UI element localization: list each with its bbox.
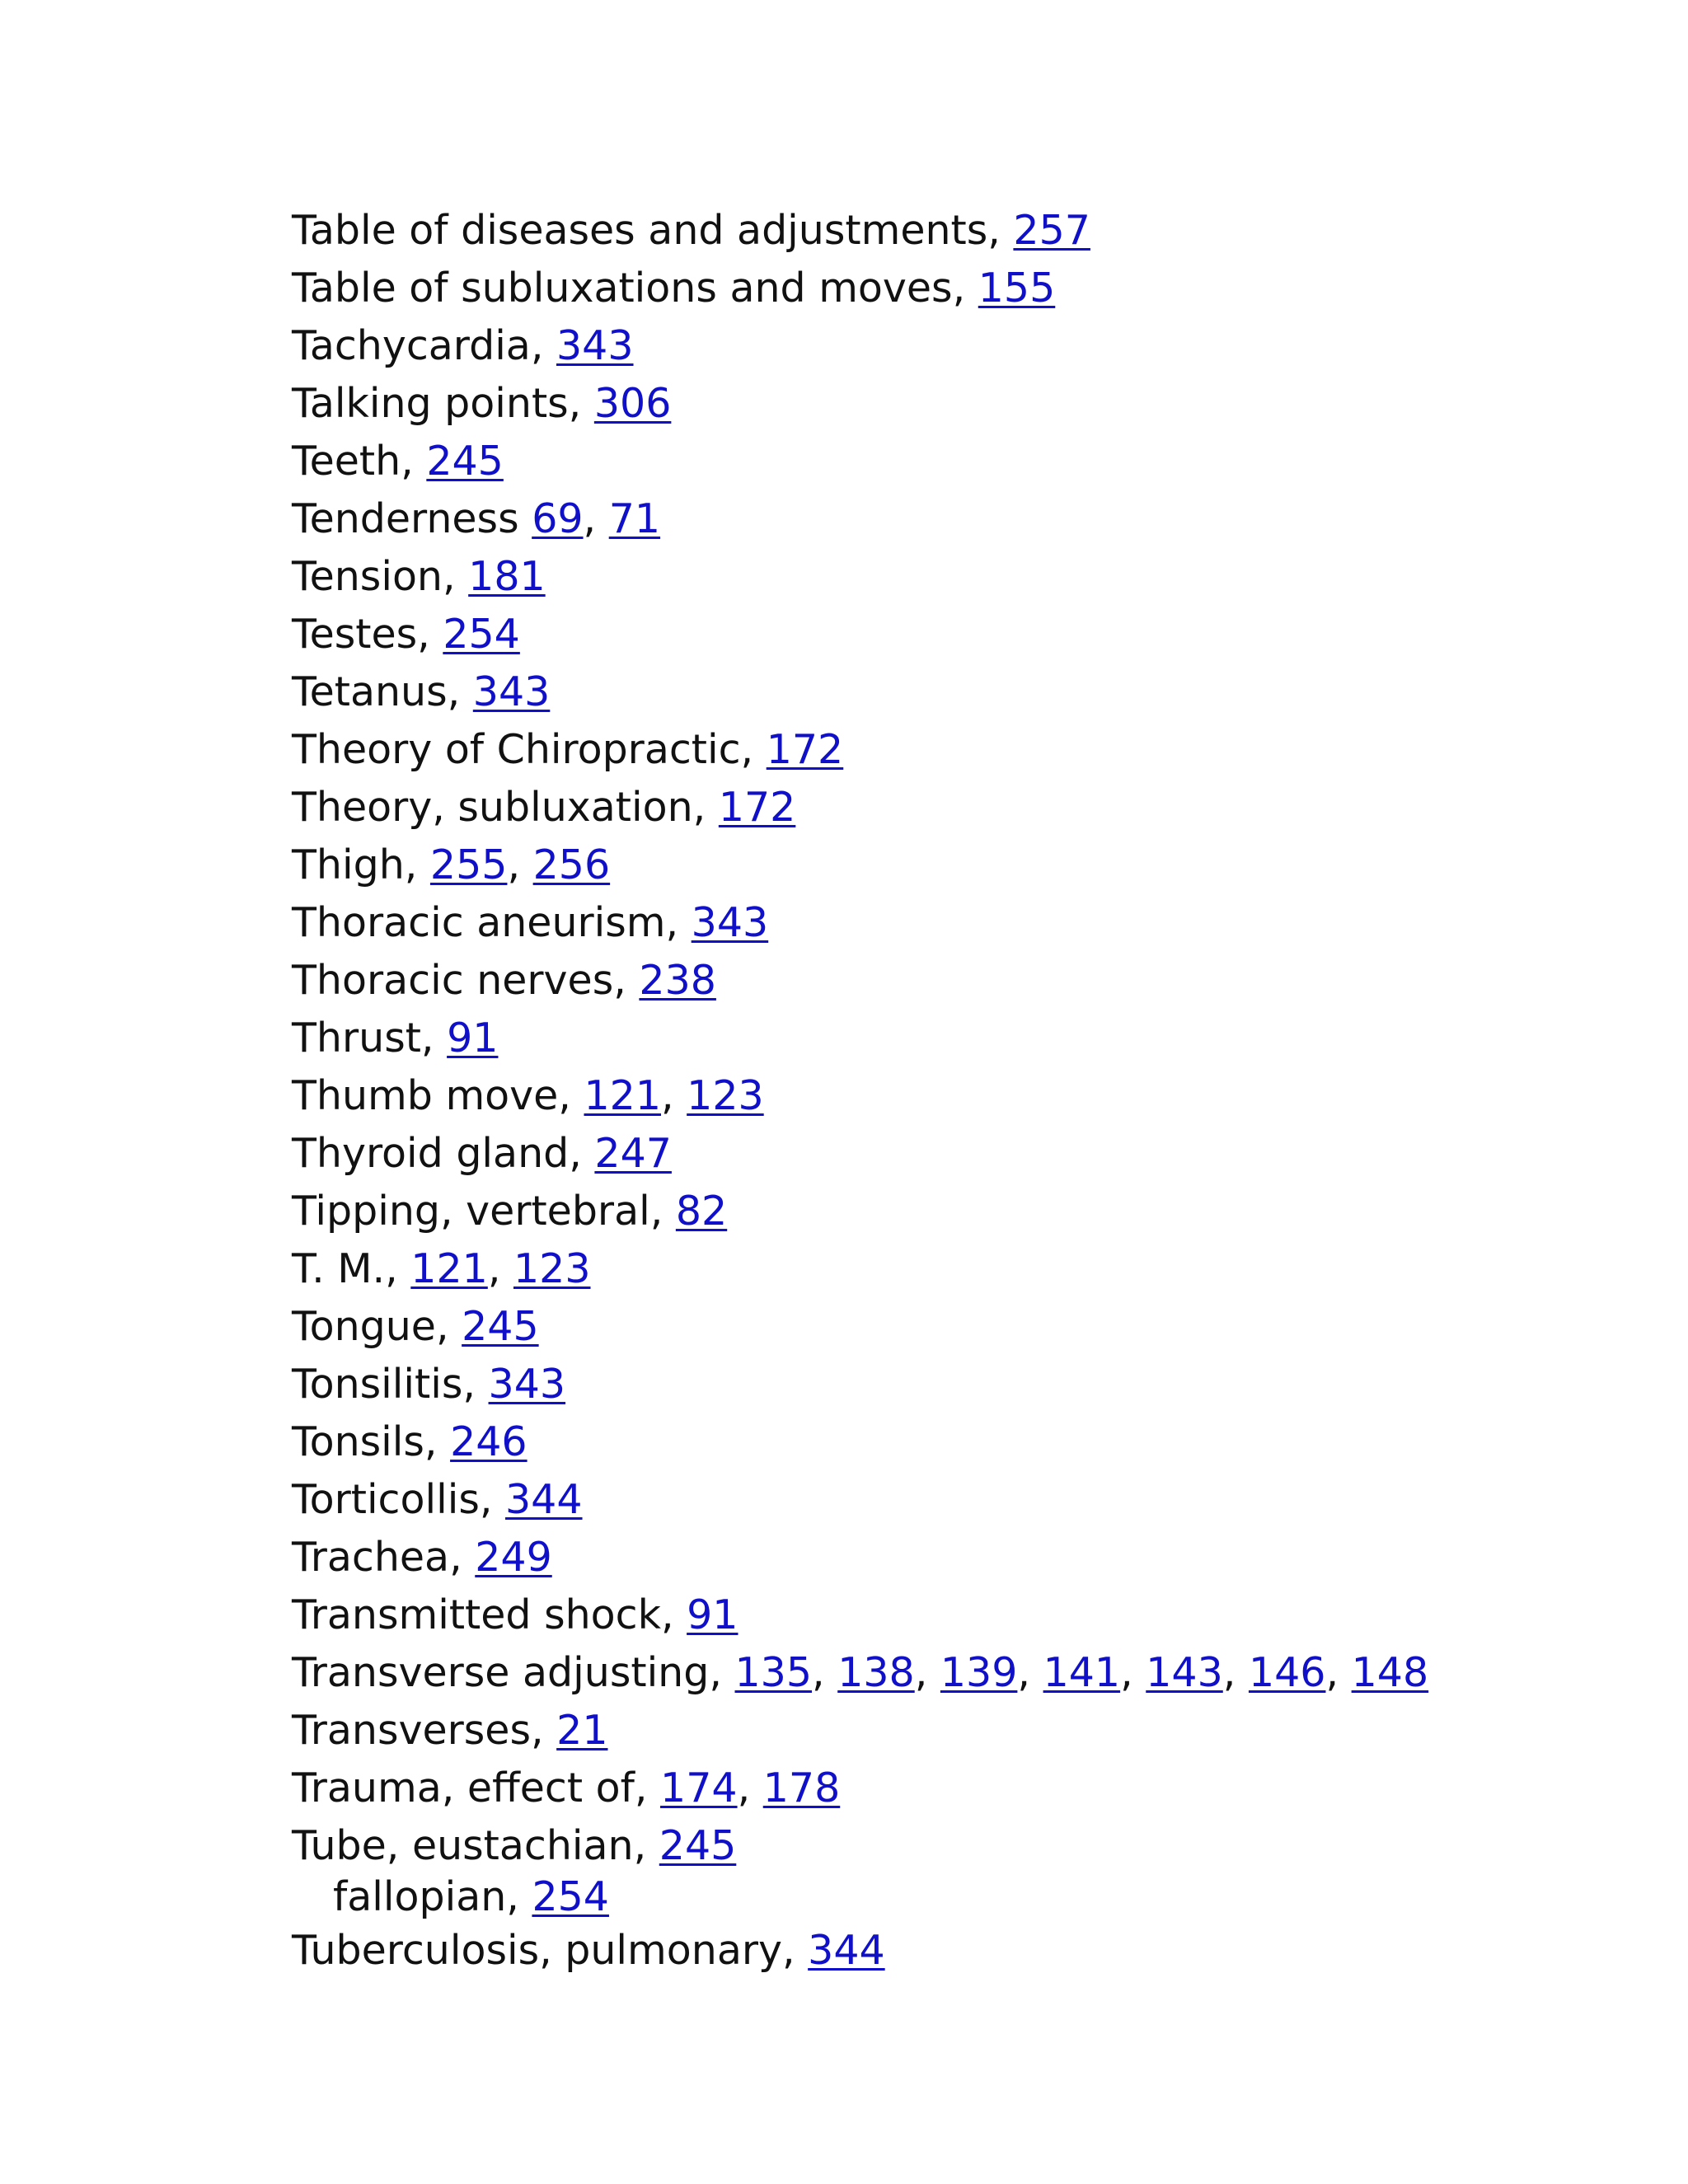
index-entry-thigh — [292, 837, 1528, 894]
index-entry-t-m — [292, 1240, 1528, 1298]
index-entry-trachea — [292, 1529, 1528, 1586]
index-term: Thyroid gland, — [292, 1130, 595, 1177]
index-term: Tuberculosis, pulmonary, — [292, 1927, 809, 1974]
index-term: Tonsils, — [292, 1418, 451, 1465]
index-term: Transmitted shock, — [292, 1591, 687, 1638]
index-entry-thoracic-aneurism — [292, 894, 1528, 952]
index-entry-tension — [292, 548, 1528, 606]
index-entry-talking-points — [292, 375, 1528, 433]
page-link-121[interactable]: 121 — [410, 1245, 488, 1292]
index-term: Teeth, — [292, 438, 427, 485]
page-link-247[interactable]: 247 — [594, 1130, 672, 1177]
index-entry-tetanus — [292, 663, 1528, 721]
index-term: Transverse adjusting, — [292, 1649, 735, 1696]
index-entry-transverse-adjusting — [292, 1644, 1528, 1702]
page-link-135[interactable]: 135 — [734, 1649, 813, 1696]
page-link-123[interactable]: 123 — [513, 1245, 591, 1292]
page-link-254[interactable]: 254 — [532, 1873, 609, 1920]
page-link-249[interactable]: 249 — [475, 1534, 552, 1581]
index-term: Table of subluxations and moves, — [292, 265, 978, 312]
page-link-245[interactable]: 245 — [659, 1822, 737, 1869]
page-link-246[interactable]: 246 — [450, 1418, 528, 1465]
index-term: Thigh, — [292, 841, 430, 888]
index-entry-torticollis — [292, 1471, 1528, 1529]
page-link-257[interactable]: 257 — [1013, 207, 1090, 254]
page-separator: , — [487, 1245, 513, 1292]
index-term: Tetanus, — [292, 668, 473, 715]
index-entry-thumb-move — [292, 1067, 1528, 1125]
page-link-71[interactable]: 71 — [608, 495, 661, 542]
index-term: Thoracic aneurism, — [292, 899, 692, 946]
index-entry-tenderness — [292, 490, 1528, 548]
index-entry-theory-of-chiropractic — [292, 721, 1528, 779]
page-link-245[interactable]: 245 — [426, 438, 504, 485]
page-link-343[interactable]: 343 — [691, 899, 769, 946]
index-entry-trauma-effect-of — [292, 1760, 1528, 1817]
index-entry-thoracic-nerves — [292, 952, 1528, 1010]
index-entry-teeth — [292, 433, 1528, 490]
index-term: Thoracic nerves, — [292, 957, 640, 1004]
index-entry-tonsils — [292, 1413, 1528, 1471]
index-entry-thyroid-gland — [292, 1125, 1528, 1183]
index-entry-thrust — [292, 1010, 1528, 1067]
index-term: Theory, subluxation, — [292, 784, 719, 831]
page-link-238[interactable]: 238 — [639, 957, 716, 1004]
index-term: Thumb move, — [292, 1072, 584, 1119]
page-link-21[interactable]: 21 — [556, 1707, 608, 1754]
index-term: Tachycardia, — [292, 322, 556, 369]
index-term: Trachea, — [292, 1534, 476, 1581]
page-separator: , — [507, 841, 533, 888]
index-term: Tube, eustachian, — [292, 1822, 659, 1869]
index-term: Transverses, — [292, 1707, 557, 1754]
page-separator: , — [583, 495, 609, 542]
page-link-245[interactable]: 245 — [462, 1303, 539, 1350]
page-link-344[interactable]: 344 — [505, 1476, 583, 1523]
index-entry-transverses — [292, 1702, 1528, 1760]
index-term: Thrust, — [292, 1015, 448, 1062]
page-link-148[interactable]: 148 — [1351, 1649, 1429, 1696]
index-term: Table of diseases and adjustments, — [292, 207, 1014, 254]
index-term: Tenderness — [292, 495, 532, 542]
index-term: Tension, — [292, 553, 469, 600]
page-separator: , — [1222, 1649, 1249, 1696]
index-subterm: fallopian, — [333, 1873, 532, 1920]
page-link-343[interactable]: 343 — [472, 668, 551, 715]
page-link-172[interactable]: 172 — [766, 726, 844, 773]
page-link-143[interactable]: 143 — [1146, 1649, 1223, 1696]
index-term: Tonsilitis, — [292, 1361, 489, 1408]
page-separator: , — [1120, 1649, 1146, 1696]
index-term: Theory of Chiropractic, — [292, 726, 767, 773]
page-link-256[interactable]: 256 — [532, 841, 611, 888]
page-separator: , — [1325, 1649, 1352, 1696]
page-link-254[interactable]: 254 — [443, 611, 520, 658]
page-link-174[interactable]: 174 — [660, 1765, 738, 1811]
index-entry-testes — [292, 606, 1528, 663]
index-term: Tipping, vertebral, — [292, 1188, 676, 1235]
page-link-69[interactable]: 69 — [532, 495, 584, 542]
page-link-139[interactable]: 139 — [940, 1649, 1018, 1696]
index-term: Talking points, — [292, 380, 594, 427]
index-entry-tube-eustachian — [292, 1817, 1528, 1922]
index-entry-transmitted-shock — [292, 1586, 1528, 1644]
page-link-138[interactable]: 138 — [837, 1649, 915, 1696]
page-separator: , — [737, 1765, 763, 1811]
page-link-343[interactable]: 343 — [488, 1361, 566, 1408]
page-link-123[interactable]: 123 — [687, 1072, 764, 1119]
page-link-344[interactable]: 344 — [808, 1927, 885, 1974]
page-link-172[interactable]: 172 — [718, 784, 796, 831]
page-link-155[interactable]: 155 — [978, 265, 1056, 312]
index-term: T. M., — [292, 1245, 411, 1292]
index-term: Tongue, — [292, 1303, 462, 1350]
index-entry-tachycardia — [292, 317, 1528, 375]
page-separator: , — [914, 1649, 940, 1696]
page-link-91[interactable]: 91 — [687, 1591, 738, 1638]
page-link-343[interactable]: 343 — [556, 322, 634, 369]
index-entry-tipping-vertebral — [292, 1183, 1528, 1240]
page-link-181[interactable]: 181 — [468, 553, 546, 600]
index-entry-theory-subluxation — [292, 779, 1528, 837]
index-entry-tuberculosis-pulmonary — [292, 1922, 1528, 1980]
page-link-178[interactable]: 178 — [762, 1765, 841, 1811]
index-entry-table-of-diseases-and-adjustments — [292, 202, 1528, 260]
index-term: Torticollis, — [292, 1476, 505, 1523]
page-link-121[interactable]: 121 — [584, 1072, 661, 1119]
page-separator: , — [1017, 1649, 1043, 1696]
page-link-91[interactable]: 91 — [447, 1015, 499, 1062]
index-list — [292, 202, 1528, 1980]
page-separator: , — [812, 1649, 838, 1696]
page-link-306[interactable]: 306 — [593, 380, 672, 427]
index-entry-tongue — [292, 1298, 1528, 1356]
page-link-82[interactable]: 82 — [675, 1188, 728, 1235]
index-term: Trauma, effect of, — [292, 1765, 661, 1811]
page-link-255[interactable]: 255 — [429, 841, 508, 888]
index-subentry — [292, 1872, 1528, 1922]
page-separator: , — [661, 1072, 687, 1119]
index-term: Testes, — [292, 611, 443, 658]
page-link-141[interactable]: 141 — [1043, 1649, 1121, 1696]
index-entry-table-of-subluxations-and-moves — [292, 260, 1528, 317]
index-entry-tonsilitis — [292, 1356, 1528, 1413]
page-link-146[interactable]: 146 — [1248, 1649, 1326, 1696]
